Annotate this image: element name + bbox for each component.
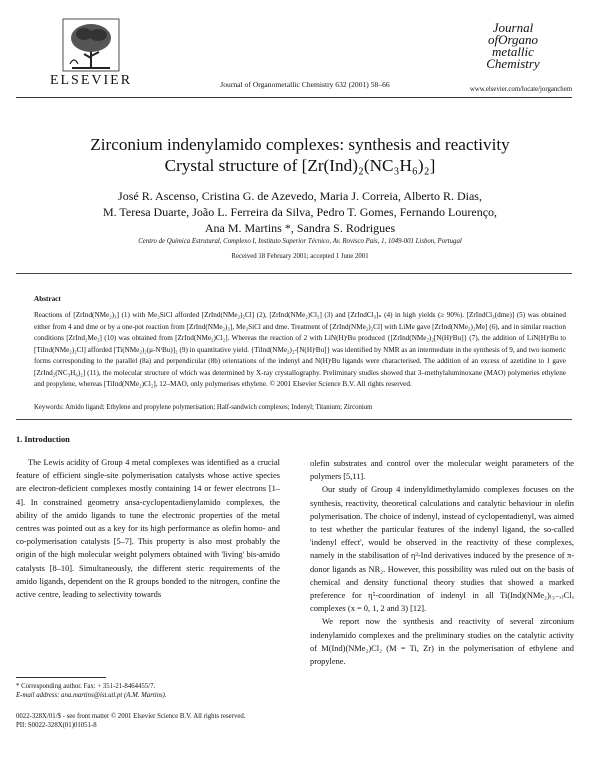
abstract-heading: Abstract xyxy=(34,295,61,303)
title-line: Crystal structure of [Zr(Ind)₂(NC₃H₆)₂] xyxy=(164,156,436,175)
paragraph: We report now the synthesis and reactivity of several zirconium indenylamido complexes and the preliminary studies on the catalytic activity of M(Ind)(NMe₂)Cl₂ (M = Ti, Zr) in the polymerisation of ethylene and propylene. xyxy=(310,617,574,667)
author-line: José R. Ascenso, Cristina G. de Azevedo, Maria J. Correia, Alberto R. Dias, xyxy=(118,189,482,203)
page-footer xyxy=(16,712,416,730)
section-heading: 1. Introduction xyxy=(16,435,70,444)
journal-logo-line: ofOrgano xyxy=(487,32,539,47)
footer-line: 0022-328X/01/$ - see front matter © 2001 Elsevier Science B.V. All rights reserved. xyxy=(16,713,246,720)
keywords: Keywords: Amido ligand; Ethylene and propylene polymerisation; Half-sandwich complexes; Indenyl; Titanium; Zirconium xyxy=(34,404,373,411)
publisher-logo xyxy=(16,18,166,89)
footnote-line: * Corresponding author. Fax: + 351-21-8464455/7. xyxy=(16,683,156,690)
footnote-rule xyxy=(16,677,106,678)
title-line: Zirconium indenylamido complexes: synthesis and reactivity xyxy=(90,135,510,154)
footer-line: PII: S0022-328X(01)01051-8 xyxy=(16,722,97,729)
abstract-bottom-rule xyxy=(16,419,572,420)
body-column-right xyxy=(310,457,574,668)
journal-logo-line: metallic xyxy=(492,44,534,59)
article-title xyxy=(20,134,580,176)
paragraph: olefin substrates and control over the molecular weight parameters of the polymers [5,11]. xyxy=(310,459,574,482)
paragraph: Our study of Group 4 indenyldimethylamido complexes focuses on the synthesis, reactivity, theoretical calculations and catalytic behaviour in olefin polymerisation. The choice of indenyl, instead of cyclopentadienyl, was aimed to test whether the particular features of the indenyl ligand, the so-called 'indenyl effect', would be observed in the reactivity of these complexes, namely in the stabilisation of η³-Ind derivatives induced by the presence of π-donor ligands as NR₂. However, this possibility was ruled out on the basis of chemical and density functional theory studies that showed a marked preference for η⁵-coordination of indenyl in all Ti(Ind)(NMe₂)₍₃₋ₓ₎Clₓ complexes (x = 0, 1, 2 and 3) [12]. xyxy=(310,485,574,614)
abstract-text: Reactions of [ZrInd(NMe₂)₃] (1) with Me₃SiCl afforded [ZrInd(NMe₂)₂Cl] (2), [ZrInd(NMe₂)Cl₂] (3) and [ZrIndCl₃]ₙ (4) in high yields (≥ 90%). [ZrIndCl₃(dme)] (5) was obtained either from 4 and dme or by a one-pot reaction from [ZrInd(NMe₂)₃], Me₃SiCl and dme. Treatment of [ZrInd(NMe₂)₂Cl] with LiMe gave [ZrInd(NMe₂)₂Me] (6), and in similar reaction conditions [ZrInd₂Me₂] (10) was obtained from [ZrInd(NMe₂)Cl₂]. Whereas the reaction of 2 with LiN(H)ᵗBu produced {[ZrInd(NMe₂)₂[N(H)ᵗBu]} (7), the addition of LiN(H)ᵗBu to [TiInd(NMe₂)₂Cl] afforded [Ti(NMe₂)₂(μ-NᵗBu)]₂ (9) in quantitative yield. {TiInd(NMe₂)₂-[N(H)ᵗBu]} was identified by NMR as an intermediate in the synthesis of 9, and two isomeric forms corresponding to the parallel (8a) and perpendicular (8b) orientations of the indenyl and N(H)ᵗBu ligands were characterised. The addition of an excess of azetidine to 1 gave [ZrInd₂(NC₃H₆)₂] (11), the molecular structure of which was determined by X-ray crystallography. Preliminary studies showed that 3–methylaluminoxane (MAO) polymeries ethylene and propylene, whereas [TiInd(NMe₂)Cl₂], 12–MAO, only polymerises ethylene. © 2001 Elsevier Science B.V. All rights reserved. xyxy=(34,311,566,388)
footnote-line: E-mail address: ana.martins@ist.utl.pt (A.M. Martins). xyxy=(16,692,167,699)
journal-logo-line: Chemistry xyxy=(486,56,540,71)
body-column-left: The Lewis acidity of Group 4 metal complexes was identified as a crucial feature of efficient single-site polymerisation catalysts whose active species are electron-deficient complexes mostly containing 14 or fewer electrons [1–4]. In constrained geometry ansa-cyclopentadienylamido complexes, the ability of the amido ligands to tune the electronic properties of the metal centres was pointed out as a key for its high performance as olefin homo- and co-polymerisation catalysts [5–7]. This property is also most probably the origin of the high molecular weight polymers obtained with 'living' bis-amido catalysts [8–10]. Simultaneously, the different steric requirements of the amido ligands, dependent on the R groups bonded to the nitrogen, confine the active centre, leading to selectivity towards xyxy=(16,458,280,600)
elsevier-tree-icon xyxy=(62,18,120,72)
journal-url[interactable]: www.elsevier.com/locate/jorganchem xyxy=(469,86,572,93)
journal-logo-line: Journal xyxy=(492,20,534,35)
header-rule xyxy=(16,97,572,98)
footnote xyxy=(16,682,280,700)
received-dates: Received 18 February 2001; accepted 1 June 2001 xyxy=(231,253,369,260)
journal-logo xyxy=(458,22,568,70)
affiliation: Centro de Química Estrutural, Complexo I, Instituto Superior Técnico, Av. Rovisco Pais, 1, 1049-001 Lisbon, Portugal xyxy=(138,238,462,245)
publisher-name: ELSEVIER xyxy=(49,73,133,88)
author-list xyxy=(20,188,580,236)
author-line: M. Teresa Duarte, João L. Ferreira da Silva, Pedro T. Gomes, Fernando Lourenço, xyxy=(102,205,498,219)
journal-reference: Journal of Organometallic Chemistry 632 (2001) 58–66 xyxy=(220,80,390,89)
abstract-top-rule xyxy=(16,273,572,274)
author-line: Ana M. Martins *, Sandra S. Rodrigues xyxy=(204,221,396,235)
